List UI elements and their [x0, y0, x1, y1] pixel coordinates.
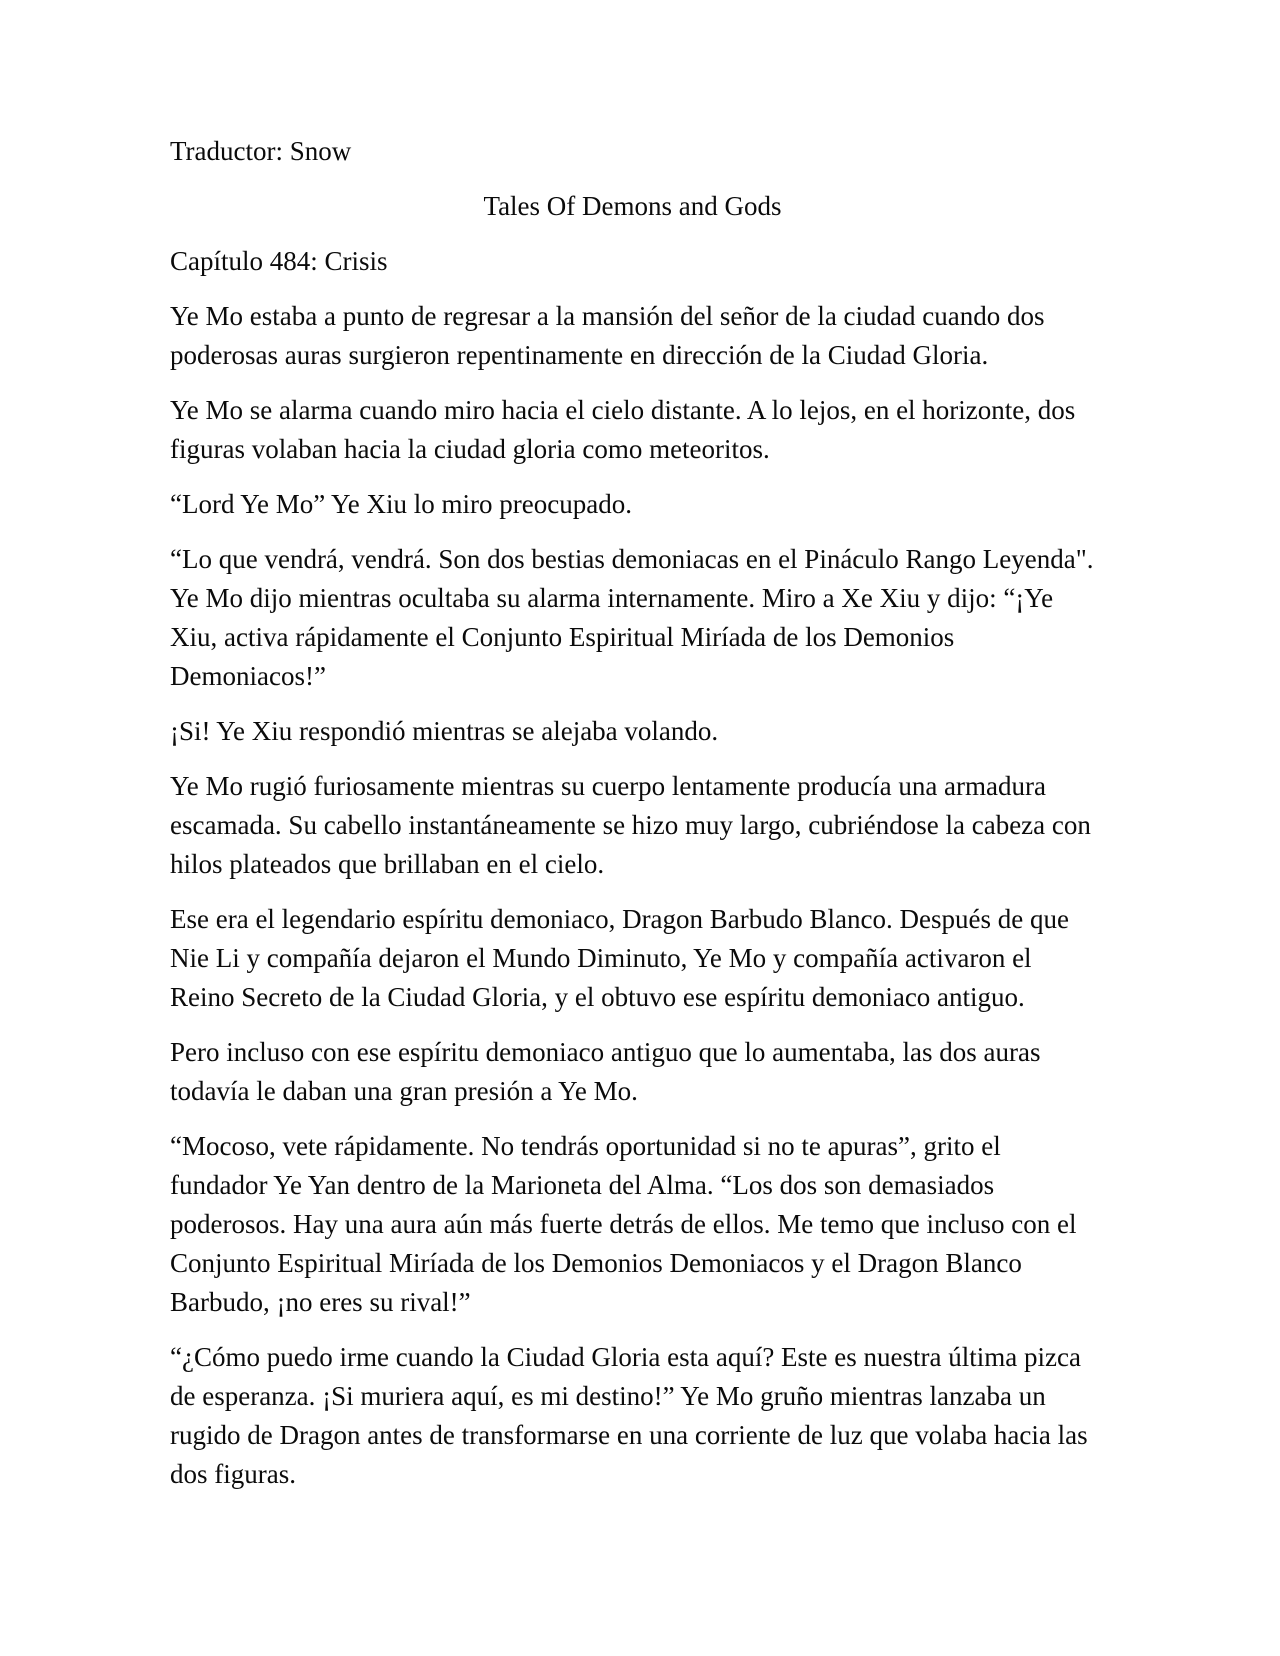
paragraph: Pero incluso con ese espíritu demoniaco antiguo que lo aumentaba, las dos auras todavía le daban una gran presión a Ye Mo.: [170, 1037, 1041, 1106]
paragraph: Ye Mo se alarma cuando miro hacia el cielo distante. A lo lejos, en el horizonte, dos figuras volaban hacia la ciudad gloria como meteoritos.: [170, 395, 1076, 464]
paragraph: “Lord Ye Mo” Ye Xiu lo miro preocupado.: [170, 489, 632, 519]
paragraph: Ye Mo estaba a punto de regresar a la mansión del señor de la ciudad cuando dos poderosas auras surgieron repentinamente en dirección de la Ciudad Gloria.: [170, 301, 1045, 370]
paragraph: ¡Si! Ye Xiu respondió mientras se alejaba volando.: [170, 716, 719, 746]
chapter-heading: Capítulo 484: Crisis: [170, 246, 388, 276]
translator-line: Traductor: Snow: [170, 136, 352, 166]
paragraph: “Lo que vendrá, vendrá. Son dos bestias demoniacas en el Pináculo Rango Leyenda". Ye Mo dijo mientras ocultaba su alarma internamente. Miro a Xe Xiu y dijo: “¡Ye Xiu, activa rápidamente el Conjunto Espiritual Miríada de los Demonios Demoniacos!”: [170, 544, 1094, 691]
paragraph: Ese era el legendario espíritu demoniaco, Dragon Barbudo Blanco. Después de que Nie Li y compañía dejaron el Mundo Diminuto, Ye Mo y compañía activaron el Reino Secreto de la Ciudad Gloria, y el obtuvo ese espíritu demoniaco antiguo.: [170, 904, 1069, 1012]
document-content: [170, 132, 1095, 1494]
paragraph: “Mocoso, vete rápidamente. No tendrás oportunidad si no te apuras”, grito el fundador Ye Yan dentro de la Marioneta del Alma. “Los dos son demasiados poderosos. Hay una aura aún más fuerte detrás de ellos. Me temo que incluso con el Conjunto Espiritual Miríada de los Demonios Demoniacos y el Dragon Blanco Barbudo, ¡no eres su rival!”: [170, 1131, 1077, 1317]
document-body: [170, 297, 1095, 1494]
document-title: Tales Of Demons and Gods: [483, 191, 782, 221]
paragraph: “¿Cómo puedo irme cuando la Ciudad Gloria esta aquí? Este es nuestra última pizca de esperanza. ¡Si muriera aquí, es mi destino!” Ye Mo gruño mientras lanzaba un rugido de Dragon antes de transformarse en una corriente de luz que volaba hacia las dos figuras.: [170, 1342, 1088, 1489]
paragraph: Ye Mo rugió furiosamente mientras su cuerpo lentamente producía una armadura escamada. Su cabello instantáneamente se hizo muy largo, cubriéndose la cabeza con hilos plateados que brillaban en el cielo.: [170, 771, 1091, 879]
